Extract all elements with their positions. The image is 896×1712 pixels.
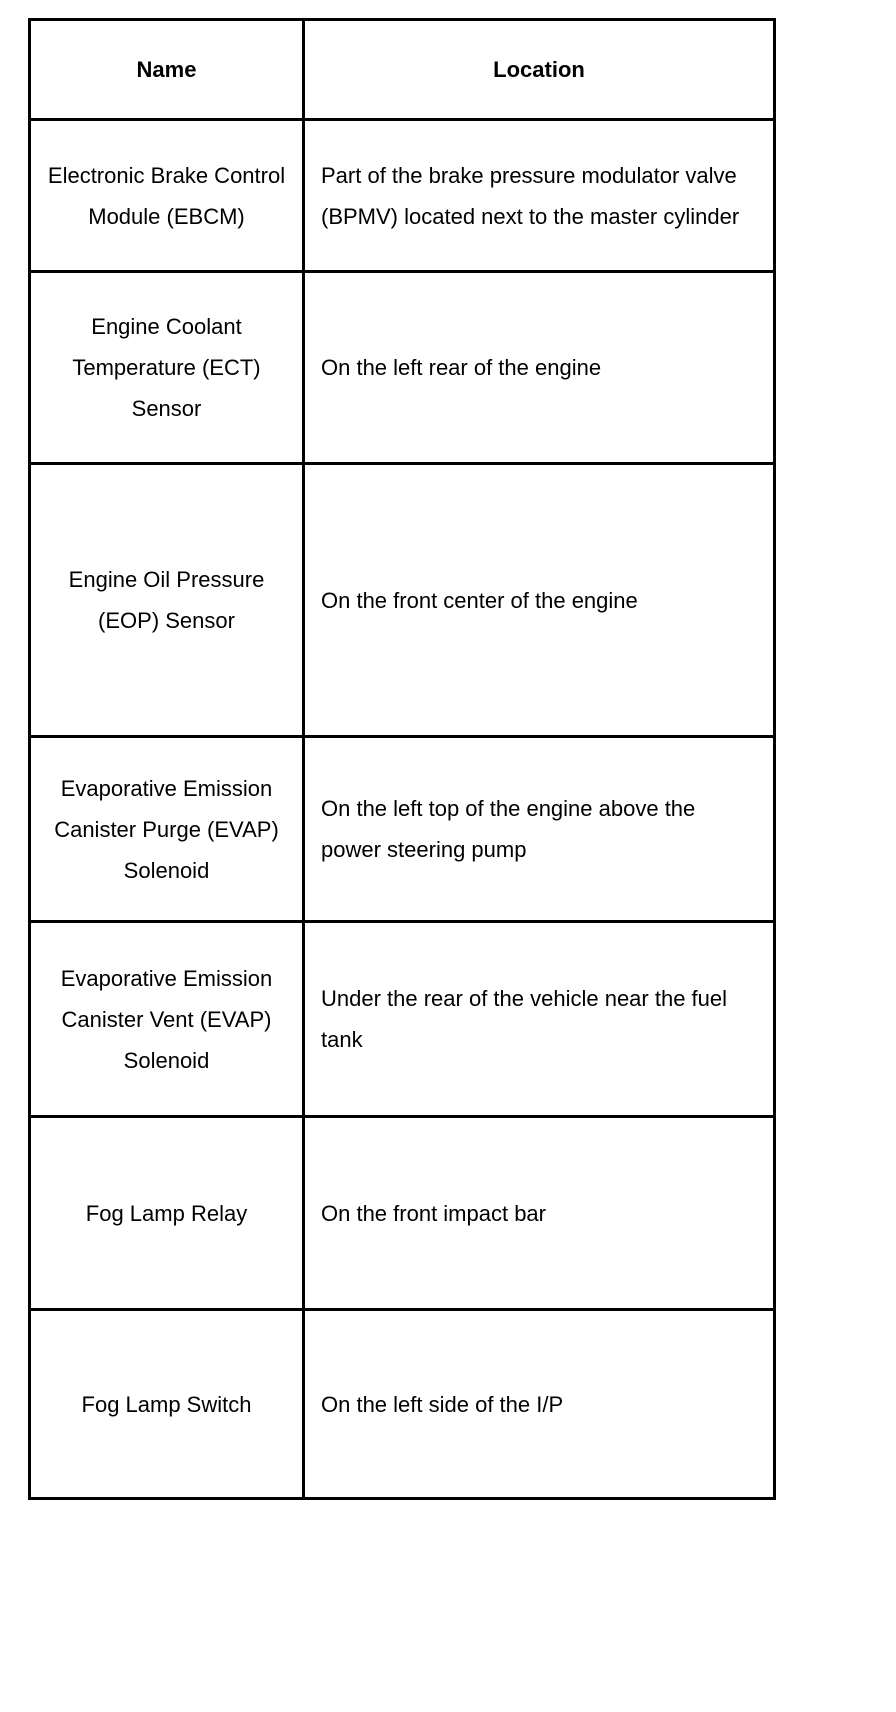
- table-row: [30, 737, 775, 922]
- component-name: Fog Lamp Switch: [30, 1310, 304, 1499]
- table-row: [30, 272, 775, 464]
- component-name: Evaporative Emission Canister Vent (EVAP) Solenoid: [30, 922, 304, 1117]
- component-name: Electronic Brake Control Module (EBCM): [30, 120, 304, 272]
- header-row: [30, 20, 775, 120]
- table-row: [30, 464, 775, 737]
- component-location: Under the rear of the vehicle near the fuel tank: [304, 922, 775, 1117]
- component-location: On the front center of the engine: [304, 464, 775, 737]
- component-name: Engine Coolant Temperature (ECT) Sensor: [30, 272, 304, 464]
- component-name: Engine Oil Pressure (EOP) Sensor: [30, 464, 304, 737]
- component-name: Evaporative Emission Canister Purge (EVAP) Solenoid: [30, 737, 304, 922]
- table-row: [30, 120, 775, 272]
- component-name: Fog Lamp Relay: [30, 1117, 304, 1310]
- header-location: Location: [304, 20, 775, 120]
- header-name: Name: [30, 20, 304, 120]
- component-location: Part of the brake pressure modulator valve (BPMV) located next to the master cylinder: [304, 120, 775, 272]
- component-location: On the left side of the I/P: [304, 1310, 775, 1499]
- table-row: [30, 1310, 775, 1499]
- component-location: On the left top of the engine above the power steering pump: [304, 737, 775, 922]
- table-row: [30, 922, 775, 1117]
- component-location-table: [28, 18, 776, 1500]
- table-row: [30, 1117, 775, 1310]
- component-location: On the left rear of the engine: [304, 272, 775, 464]
- component-location: On the front impact bar: [304, 1117, 775, 1310]
